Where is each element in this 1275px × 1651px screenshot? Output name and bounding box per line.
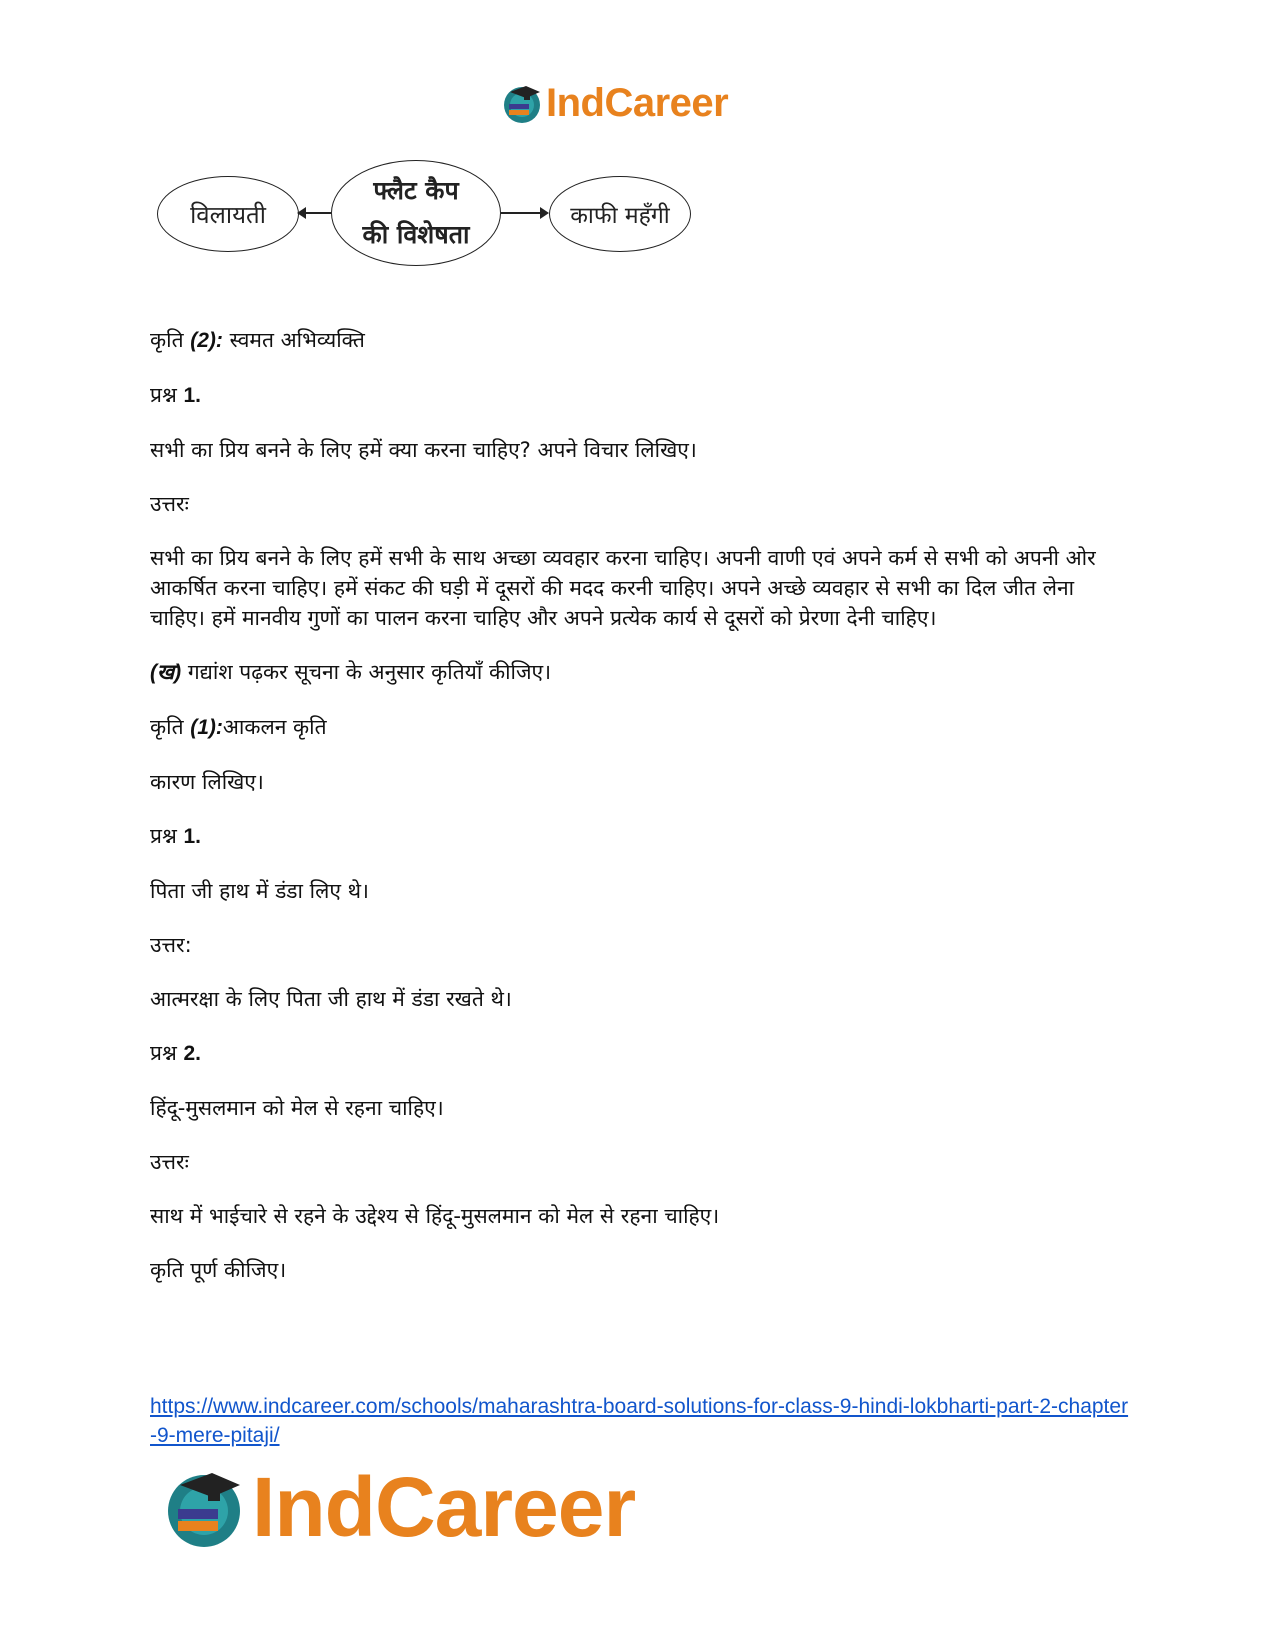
diagram-center-line-2: की विशेषता [362,220,470,249]
brand-logo-top [500,80,728,126]
brand-wordmark: IndCareer [546,81,729,125]
answer-text: आत्मरक्षा के लिए पिता जी हाथ में डंडा रखते थे। [150,987,512,1011]
brand-wordmark: IndCareer [252,1460,636,1554]
diagram-node-right: काफी महँगी [549,176,691,252]
kriti-1-heading: कृति (1):आकलन कृति [150,715,327,739]
source-link[interactable]: https://www.indcareer.com/schools/maharashtra-board-solutions-for-class-9-hindi-lokbharti-part-2-chapter-9-mere-pitaji/ [150,1395,1129,1447]
graduation-globe-icon [160,1463,248,1551]
question-label: प्रश्न 1. [150,824,201,848]
final-heading: कृति पूर्ण कीजिए। [150,1258,287,1282]
answer-text: साथ में भाईचारे से रहने के उद्देश्य से हिंदू-मुसलमान को मेल से रहना चाहिए। [150,1204,720,1228]
answer-label: उत्तरः [150,1150,189,1174]
diagram-node-center [331,160,501,266]
diagram-center-line-1: फ्लैट कैप [373,176,459,205]
brand-logo-bottom [160,1462,635,1552]
kriti-2-heading: कृति (2): स्वमत अभिव्यक्ति [150,328,365,352]
reason-heading: कारण लिखिए। [150,770,264,794]
document-body [150,325,1130,1285]
question-text: पिता जी हाथ में डंडा लिए थे। [150,879,369,903]
concept-diagram [155,158,695,268]
question-label: प्रश्न 2. [150,1041,201,1065]
question-text: हिंदू-मुसलमान को मेल से रहना चाहिए। [150,1096,444,1120]
arrow-right-icon [501,212,547,214]
answer-label: उत्तरः [150,492,189,516]
question-text: सभी का प्रिय बनने के लिए हमें क्या करना चाहिए? अपने विचार लिखिए। [150,438,697,462]
question-label: प्रश्न 1. [150,383,201,407]
diagram-node-left: विलायती [157,176,299,252]
arrow-left-icon [299,212,331,214]
answer-text: सभी का प्रिय बनने के लिए हमें सभी के साथ अच्छा व्यवहार करना चाहिए। अपनी वाणी एवं अपने कर्म से सभी को अपनी ओर आकर्षित करना चाहिए। हमें संकट की घड़ी में दूसरों की मदद करनी चाहिए। अपने अच्छे व्यवहार से सभी का दिल जीत लेना चाहिए। हमें मानवीय गुणों का पालन करना चाहिए और अपने प्रत्येक कार्य से दूसरों को प्रेरणा देनी चाहिए। [150,546,1096,630]
section-kha-heading: (ख) गद्यांश पढ़कर सूचना के अनुसार कृतियाँ कीजिए। [150,660,552,684]
answer-label: उत्तर: [150,933,192,957]
graduation-globe-icon [500,81,544,125]
